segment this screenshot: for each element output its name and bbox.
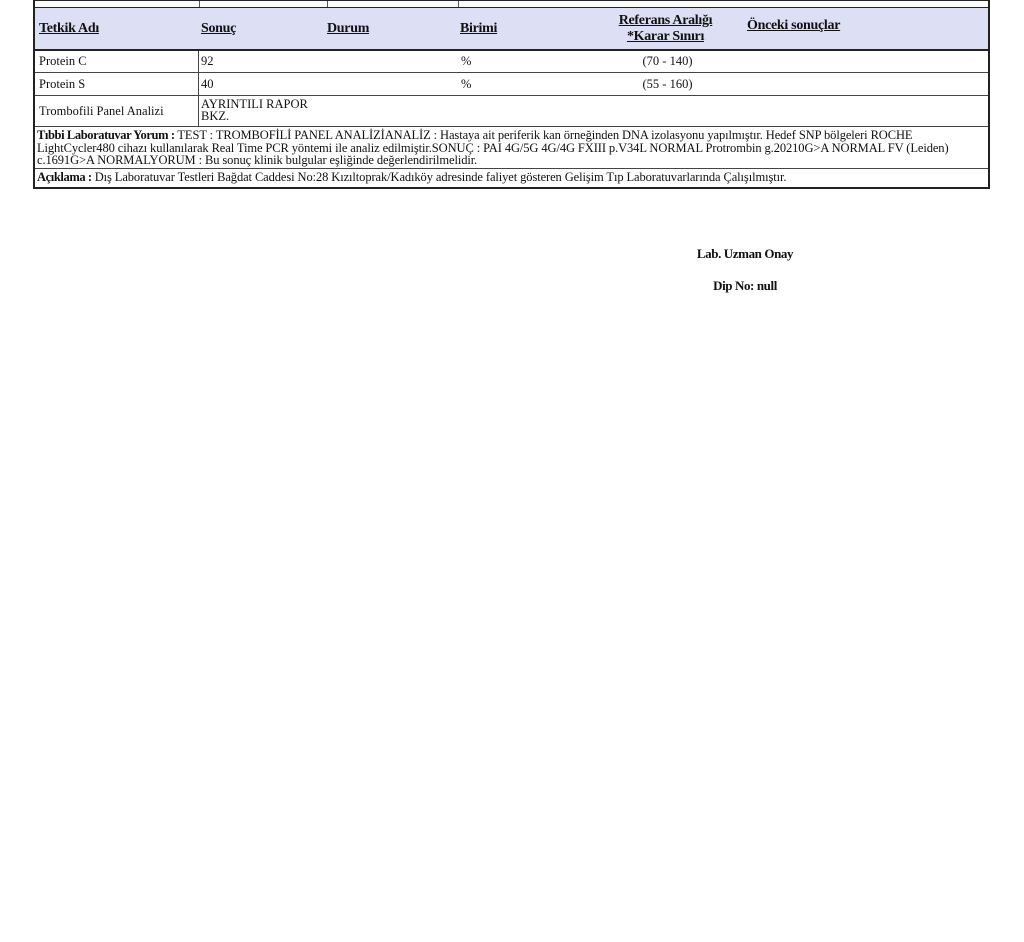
cell-status [327, 96, 458, 126]
header-reference-range: Referans Aralığı [618, 12, 713, 28]
lab-note [35, 169, 988, 187]
cell-previous [743, 96, 988, 126]
header-previous-results: Önceki sonuçlar [747, 18, 841, 33]
cell-reference: (55 - 160) [642, 76, 693, 91]
diploma-number: Dip No: null [713, 278, 777, 293]
lab-report-table [33, 0, 990, 189]
lab-note-label: Açıklama : [37, 169, 92, 184]
cell-previous [743, 73, 988, 95]
strip-divider [327, 1, 328, 7]
header-result: Sonuç [201, 20, 237, 36]
cell-unit [458, 96, 588, 126]
cell-status [327, 73, 458, 95]
cell-reference: (70 - 140) [642, 54, 693, 68]
cell-previous [743, 51, 988, 72]
cell-result: 40 [201, 76, 214, 91]
table-header [35, 8, 988, 51]
cell-unit: % [461, 54, 472, 68]
lab-comment-label: Tıbbi Laboratuvar Yorum : [37, 128, 175, 142]
strip-divider [458, 1, 459, 7]
table-row [35, 73, 988, 96]
strip-divider [199, 1, 200, 7]
cell-unit: % [461, 76, 472, 91]
cell-test-name: Trombofili Panel Analizi [35, 96, 199, 126]
specialist-approval: Lab. Uzman Onay [696, 246, 794, 261]
top-strip [35, 1, 988, 8]
lab-note-text: Dış Laboratuvar Testleri Bağdat Caddesi No:28 Kızıltoprak/Kadıköy adresinde faliyet gösteren Gelişim Tıp Laboratuvarlarında Çalışılmıştır. [91, 169, 787, 184]
header-reference [588, 8, 743, 49]
lab-comment-text: TEST : TROMBOFİLİ PANEL ANALİZİANALİZ : Hastaya ait periferik kan örneğinden DNA izolasyonu yapılmıştır. Hedef SNP bölgeleri ROCHE LightCycler480 cihazı kullanılarak Real Time PCR yöntemi ile analiz edilmiştir.SONUÇ : PAI 4G/5G 4G/4G FXIII p.V34L NORMAL Protrombin g.20210G>A NORMAL FV (Leiden) c.1691G>A NORMALYORUM : Bu sonuç klinik bulgular eşliğinde değerlendirilmelidir. [37, 128, 949, 167]
header-test-name: Tetkik Adı [39, 20, 99, 36]
lab-comment [35, 127, 988, 169]
cell-result: 92 [201, 54, 214, 68]
header-unit: Birimi [460, 20, 498, 36]
table-row [35, 51, 988, 73]
table-row [35, 96, 988, 127]
cell-status [327, 51, 458, 72]
cell-result: AYRINTILI RAPOR BKZ. [201, 97, 308, 123]
cell-test-name: Protein C [35, 51, 199, 72]
cell-reference [588, 96, 743, 126]
cell-test-name: Protein S [35, 73, 199, 95]
header-decision-limit: *Karar Sınırı [626, 28, 705, 44]
header-status: Durum [327, 20, 370, 36]
